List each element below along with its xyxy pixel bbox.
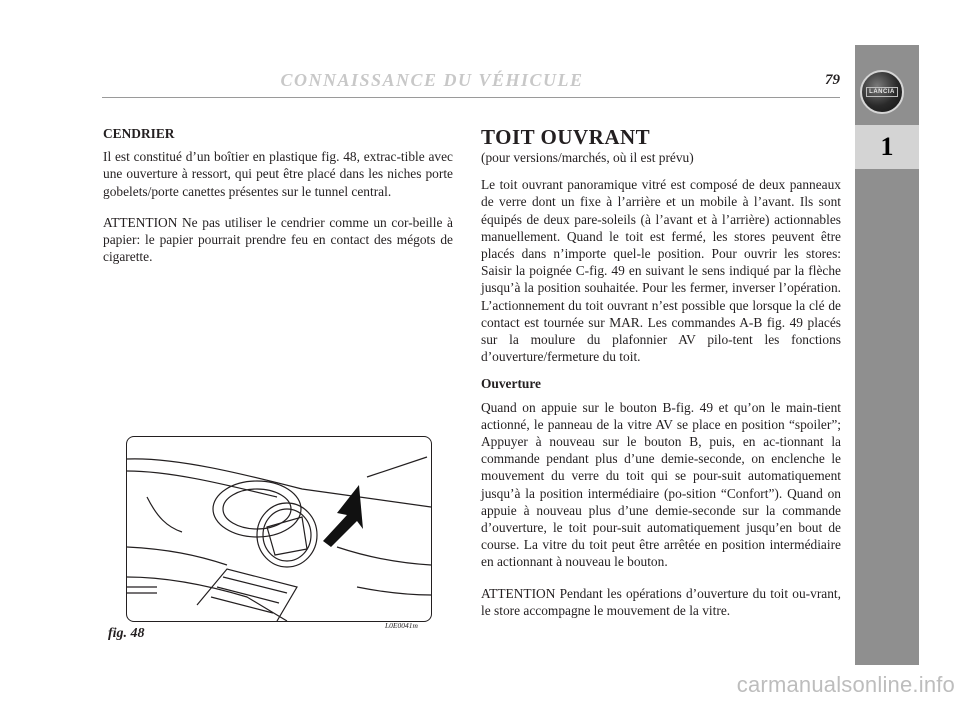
ashtray-line-drawing: [127, 437, 431, 621]
figure-code: L0E0041m: [385, 621, 418, 630]
left-column: [103, 125, 453, 265]
page-number: 79: [825, 72, 840, 88]
opening-subheading: Ouverture: [481, 376, 541, 392]
sunroof-paragraph: Le toit ouvrant panoramique vitré est composé de deux panneaux de verre dont un fixe à l’arrière et un mobile à l’avant. Ils sont équipés de deux pare-soleils (à l’avant et à l’arrière) actionnables manuellement. Quand le toit est fermé, les stores peuvent être placés dans n’importe quel-le position. Pour ouvrir les stores: Saisir la poignée C-fig. 49 en suivant le sens indiqué par la flèche jusqu’à la position souhaitée. Pour les fermer, inverser l’opération. L’actionnement du toit ouvrant n’est possible que lorsque la clé de contact est tournée sur MAR. Les commandes A-B fig. 49 placés sur la moulure du plafonnier AV pilo-tent les fonctions d’ouverture/fermeture du toit.: [481, 177, 841, 365]
header-divider: [102, 97, 840, 98]
header-title: CONNAISSANCE DU VÉHICULE: [280, 70, 584, 90]
sunroof-title: TOIT OUVRANT: [481, 125, 651, 149]
logo-text: LANCIA: [866, 87, 898, 97]
right-column: [481, 125, 841, 619]
sunroof-subtitle: (pour versions/marchés, où il est prévu): [481, 150, 694, 165]
figure-ashtray-illustration: [126, 436, 432, 622]
watermark: carmanualsonline.info: [736, 672, 955, 697]
ashtray-heading: CENDRIER: [103, 126, 175, 141]
ashtray-warning: ATTENTION Ne pas utiliser le cendrier comme un cor-beille à papier: le papier pourrait prendre feu en contact des mégots de cigarette.: [103, 214, 453, 265]
chapter-number: 1: [855, 125, 919, 169]
figure-caption: fig. 48: [108, 626, 145, 641]
sunroof-warning: ATTENTION Pendant les opérations d’ouverture du toit ou-vrant, le store accompagne le mouvement de la vitre.: [481, 585, 841, 618]
lancia-logo-icon: [860, 70, 904, 114]
ashtray-paragraph: Il est constitué d’un boîtier en plastique fig. 48, extrac-tible avec une ouverture à ressort, qui peut être placé dans les niches porte gobelets/porte canettes présentes sur le tunnel central.: [103, 149, 453, 199]
opening-paragraph: Quand on appuie sur le bouton B-fig. 49 et qu’on le main-tient actionné, le panneau de la vitre AV se place en position “spoiler”; Appuyer à nouveau sur le bouton B, puis, en ac-tionnant la commande pendant plus d’une demie-seconde, on enclenche le mouvement du verre du toit qui se pour-suit automatiquement jusqu’à la position intermédiaire (po-sition “Confort”). Quand on appuie à nouveau plus d’une demie-seconde sur la commande d’ouverture, le toit pour-suit automatiquement jusqu’en bout de course. La vitre du toit peut être arrêtée en position intermédiaire en actionnant à nouveau le bouton.: [481, 399, 841, 570]
